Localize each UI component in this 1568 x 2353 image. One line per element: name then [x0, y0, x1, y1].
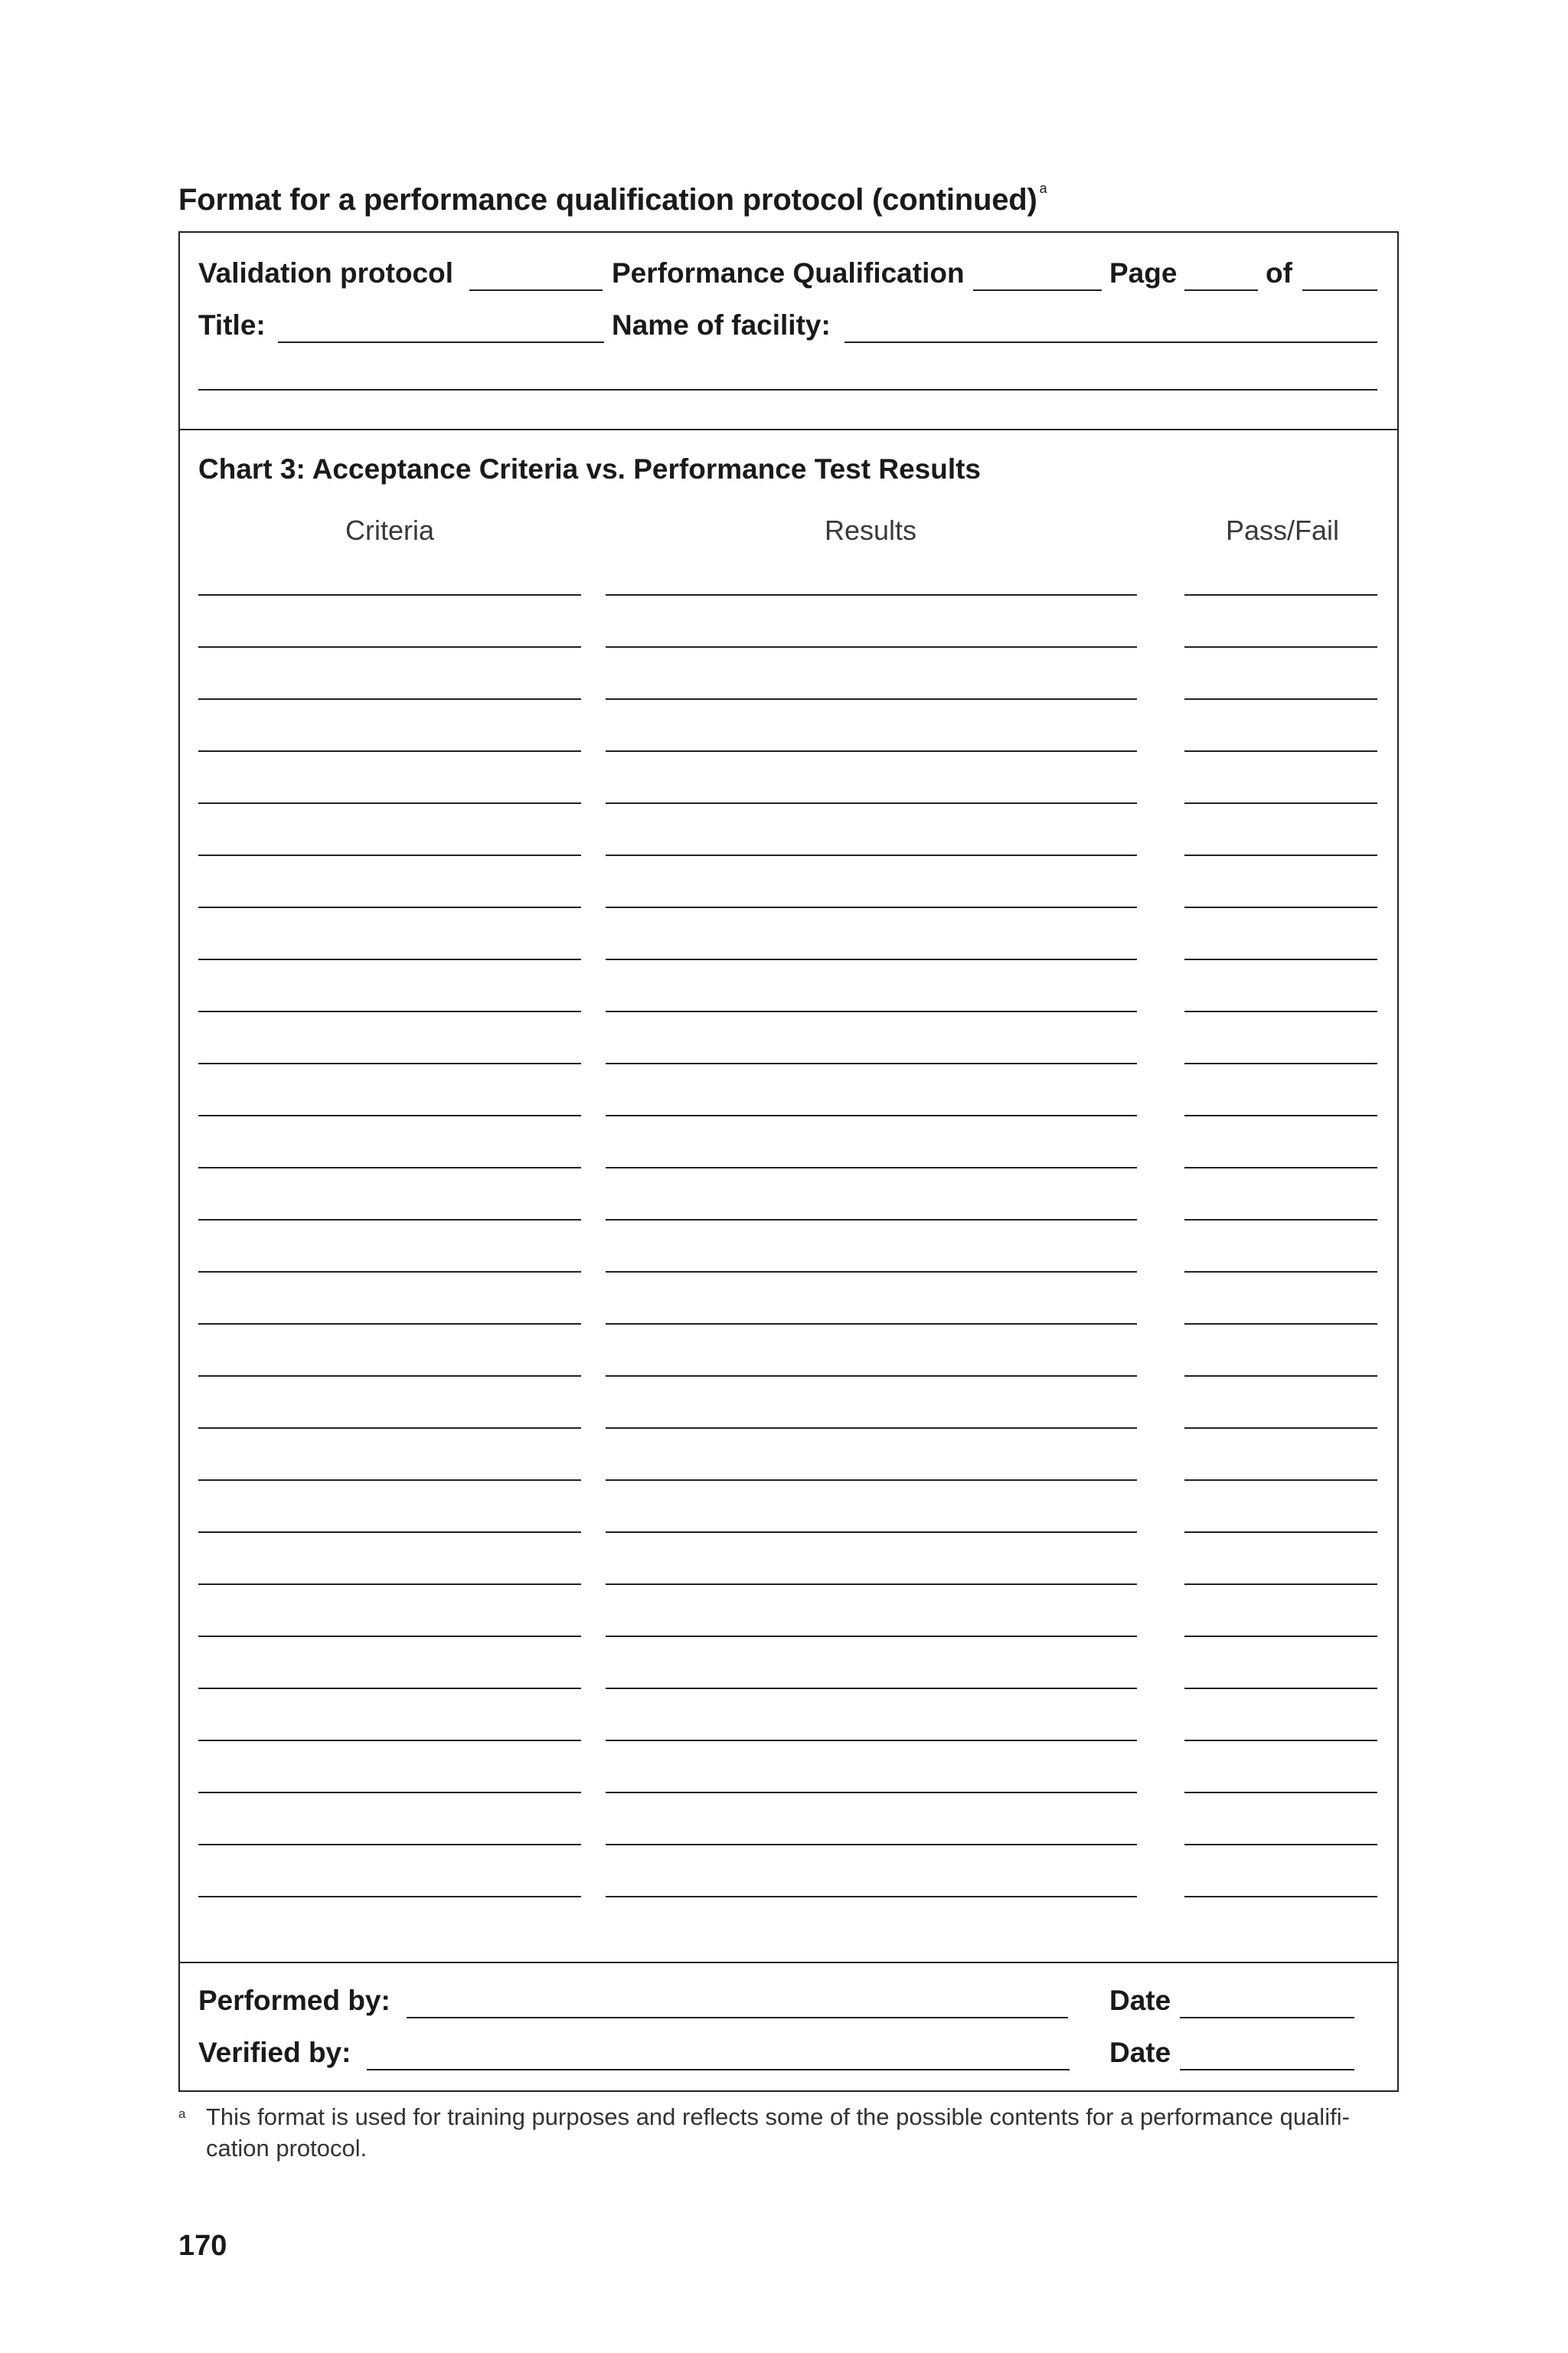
- performed-date-blank[interactable]: [1180, 2017, 1354, 2018]
- chart-title: Chart 3: Acceptance Criteria vs. Performance Test Results: [198, 453, 981, 485]
- results-blank[interactable]: [606, 1531, 1137, 1533]
- pass-fail-blank[interactable]: [1184, 1427, 1377, 1429]
- pass-fail-blank[interactable]: [1184, 1063, 1377, 1064]
- performance-qualification-label: Performance Qualification: [612, 257, 965, 289]
- pass-fail-blank[interactable]: [1184, 1583, 1377, 1585]
- criteria-blank[interactable]: [198, 1583, 581, 1585]
- validation-protocol-label: Validation protocol: [198, 257, 454, 289]
- results-blank[interactable]: [606, 1844, 1137, 1845]
- page-heading: [178, 181, 1047, 217]
- results-blank[interactable]: [606, 802, 1137, 804]
- results-blank[interactable]: [606, 1583, 1137, 1585]
- page-number-blank[interactable]: [1184, 289, 1258, 291]
- results-blank[interactable]: [606, 1375, 1137, 1377]
- results-blank[interactable]: [606, 855, 1137, 856]
- verified-by-label: Verified by:: [198, 2037, 351, 2068]
- pass-fail-blank[interactable]: [1184, 907, 1377, 908]
- results-blank[interactable]: [606, 1063, 1137, 1064]
- criteria-blank[interactable]: [198, 1375, 581, 1377]
- results-blank[interactable]: [606, 1896, 1137, 1897]
- criteria-blank[interactable]: [198, 959, 581, 960]
- validation-protocol-blank[interactable]: [469, 289, 603, 291]
- pass-fail-blank[interactable]: [1184, 1792, 1377, 1793]
- criteria-blank[interactable]: [198, 802, 581, 804]
- results-blank[interactable]: [606, 907, 1137, 908]
- verified-date-blank[interactable]: [1180, 2069, 1354, 2070]
- criteria-blank[interactable]: [198, 1063, 581, 1064]
- results-blank[interactable]: [606, 646, 1137, 648]
- heading-text: Format for a performance qualification protocol (continued): [178, 183, 1037, 217]
- facility-blank[interactable]: [844, 342, 1377, 343]
- results-blank[interactable]: [606, 1427, 1137, 1429]
- pass-fail-blank[interactable]: [1184, 1115, 1377, 1116]
- pass-fail-blank[interactable]: [1184, 698, 1377, 700]
- criteria-blank[interactable]: [198, 1271, 581, 1273]
- pass-fail-blank[interactable]: [1184, 1896, 1377, 1897]
- results-blank[interactable]: [606, 594, 1137, 596]
- pass-fail-blank[interactable]: [1184, 855, 1377, 856]
- pass-fail-blank[interactable]: [1184, 594, 1377, 596]
- criteria-blank[interactable]: [198, 1636, 581, 1637]
- results-blank[interactable]: [606, 698, 1137, 700]
- results-blank[interactable]: [606, 1011, 1137, 1012]
- criteria-blank[interactable]: [198, 1219, 581, 1221]
- criteria-blank[interactable]: [198, 1896, 581, 1897]
- criteria-blank[interactable]: [198, 1323, 581, 1325]
- footnote-text: This format is used for training purposes and reflects some of the possible contents for a performance qualifi-cation protocol.: [206, 2103, 1350, 2162]
- results-blank[interactable]: [606, 1323, 1137, 1325]
- pass-fail-blank[interactable]: [1184, 1271, 1377, 1273]
- signoff-divider: [180, 1962, 1397, 1963]
- pass-fail-blank[interactable]: [1184, 1219, 1377, 1221]
- criteria-blank[interactable]: [198, 1844, 581, 1845]
- pass-fail-blank[interactable]: [1184, 1167, 1377, 1168]
- verified-date-label: Date: [1109, 2037, 1171, 2068]
- pass-fail-blank[interactable]: [1184, 1323, 1377, 1325]
- facility-label: Name of facility:: [612, 309, 831, 341]
- pass-fail-blank[interactable]: [1184, 959, 1377, 960]
- criteria-column-header: Criteria: [345, 515, 435, 546]
- criteria-blank[interactable]: [198, 646, 581, 648]
- performed-date-label: Date: [1109, 1985, 1171, 2016]
- heading-footnote-marker: a: [1039, 181, 1047, 196]
- protocol-form: [178, 231, 1399, 2092]
- pass-fail-blank[interactable]: [1184, 1375, 1377, 1377]
- pass-fail-blank[interactable]: [1184, 802, 1377, 804]
- criteria-blank[interactable]: [198, 1427, 581, 1429]
- pass-fail-blank[interactable]: [1184, 750, 1377, 752]
- footnote: [178, 2101, 1403, 2164]
- criteria-blank[interactable]: [198, 698, 581, 700]
- section-divider: [180, 429, 1397, 430]
- criteria-blank[interactable]: [198, 1740, 581, 1741]
- criteria-blank[interactable]: [198, 1531, 581, 1533]
- pass-fail-blank[interactable]: [1184, 646, 1377, 648]
- results-blank[interactable]: [606, 750, 1137, 752]
- criteria-blank[interactable]: [198, 1167, 581, 1168]
- results-blank[interactable]: [606, 1688, 1137, 1689]
- performed-by-label: Performed by:: [198, 1985, 390, 2016]
- title-continuation-blank[interactable]: [198, 389, 1377, 391]
- results-blank[interactable]: [606, 1792, 1137, 1793]
- pass-fail-column-header: Pass/Fail: [1226, 515, 1340, 546]
- results-blank[interactable]: [606, 1479, 1137, 1481]
- footnote-marker: a: [178, 2106, 186, 2121]
- pass-fail-blank[interactable]: [1184, 1688, 1377, 1689]
- pass-fail-blank[interactable]: [1184, 1740, 1377, 1741]
- results-blank[interactable]: [606, 1271, 1137, 1273]
- pass-fail-blank[interactable]: [1184, 1636, 1377, 1637]
- pass-fail-blank[interactable]: [1184, 1844, 1377, 1845]
- criteria-blank[interactable]: [198, 1688, 581, 1689]
- criteria-blank[interactable]: [198, 1792, 581, 1793]
- criteria-blank[interactable]: [198, 1011, 581, 1012]
- criteria-blank[interactable]: [198, 1479, 581, 1481]
- performed-by-blank[interactable]: [407, 2017, 1068, 2018]
- title-blank[interactable]: [278, 342, 604, 343]
- page-label: Page: [1109, 257, 1178, 289]
- criteria-blank[interactable]: [198, 855, 581, 856]
- performance-qualification-blank[interactable]: [973, 289, 1102, 291]
- of-label: of: [1266, 257, 1292, 289]
- results-blank[interactable]: [606, 959, 1137, 960]
- criteria-blank[interactable]: [198, 907, 581, 908]
- title-label: Title:: [198, 309, 266, 341]
- criteria-blank[interactable]: [198, 594, 581, 596]
- results-blank[interactable]: [606, 1636, 1137, 1637]
- results-blank[interactable]: [606, 1740, 1137, 1741]
- criteria-blank[interactable]: [198, 750, 581, 752]
- results-column-header: Results: [825, 515, 917, 546]
- page-total-blank[interactable]: [1302, 289, 1377, 291]
- pass-fail-blank[interactable]: [1184, 1531, 1377, 1533]
- pass-fail-blank[interactable]: [1184, 1479, 1377, 1481]
- results-blank[interactable]: [606, 1219, 1137, 1221]
- results-blank[interactable]: [606, 1115, 1137, 1116]
- pass-fail-blank[interactable]: [1184, 1011, 1377, 1012]
- results-blank[interactable]: [606, 1167, 1137, 1168]
- verified-by-blank[interactable]: [367, 2069, 1070, 2070]
- criteria-blank[interactable]: [198, 1115, 581, 1116]
- page-number: 170: [178, 2230, 227, 2262]
